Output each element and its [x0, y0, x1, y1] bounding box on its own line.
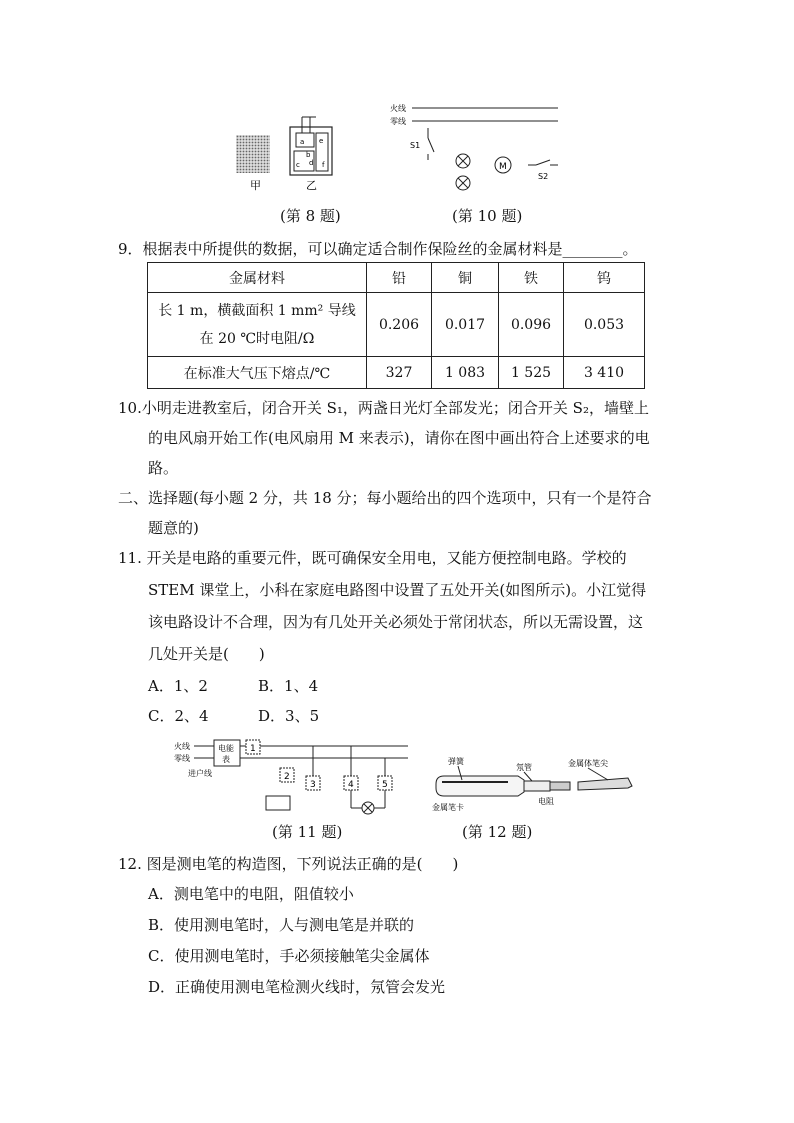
q12-option-b[interactable]: B．使用测电笔时，人与测电笔是并联的 [148, 916, 415, 934]
table-row-label [148, 293, 367, 357]
row1-label-b: 在 20 ℃时电阻/Ω [199, 330, 315, 347]
fig11-box-4: 4 [348, 780, 354, 790]
lamp-icon [362, 802, 374, 814]
fig11-box-1: 1 [250, 744, 256, 754]
fig8-letter-b: b [306, 151, 311, 159]
table-cell: 1 525 [499, 357, 564, 389]
table-cell: 3 410 [564, 357, 645, 389]
fig12-tip-label: 金属体笔尖 [568, 759, 608, 768]
figure-10 [388, 100, 568, 196]
fig11-meter-a: 电能 [218, 744, 234, 753]
figure-12 [428, 752, 678, 816]
fig11-caption: (第 11 题) [272, 823, 343, 841]
fig8-letter-c: c [296, 161, 300, 169]
q10-line-1: 10.小明走进教室后，闭合开关 S₁，两盏日光灯全部发光；闭合开关 S₂，墙壁上 [118, 399, 649, 417]
q12-option-c[interactable]: C．使用测电笔时，手必须接触笔尖金属体 [148, 947, 430, 965]
table-header-row [148, 263, 645, 293]
figure-8-drawing [230, 105, 350, 201]
fig12-neon-label: 氖管 [516, 763, 532, 772]
fig8-label-yi: 乙 [306, 179, 317, 192]
fig10-motor-label: M [499, 162, 507, 172]
table-cell: 0.053 [564, 293, 645, 357]
fig10-s2-label: S2 [538, 172, 549, 181]
row1-label-a: 长 1 m，横截面积 1 mm² 导线 [158, 302, 356, 319]
table-cell: 1 083 [432, 357, 499, 389]
q12-option-a[interactable]: A．测电笔中的电阻，阻值较小 [148, 885, 354, 903]
resistor [550, 782, 570, 790]
fig10-caption: (第 10 题) [452, 207, 523, 225]
fig10-neutral-label: 零线 [390, 117, 406, 126]
fig10-live-label: 火线 [390, 104, 406, 113]
q11-line-1: 11. 开关是电路的重要元件，既可确保安全用电，又能方便控制电路。学校的 [118, 549, 627, 567]
fig12-clip-label: 金属笔卡 [432, 803, 464, 812]
lamp-icon [456, 176, 470, 190]
neon-tube [524, 781, 550, 791]
fig11-incoming-label: 进户线 [188, 769, 212, 778]
socket-icon [266, 796, 290, 810]
lamp-icon [456, 154, 470, 168]
fig11-neutral-label: 零线 [174, 754, 190, 763]
section-2-line-2: 题意的) [148, 519, 199, 537]
q11-option-a[interactable]: A．1、2 [148, 677, 208, 695]
fig11-box-3: 3 [310, 780, 316, 790]
fig10-s1-label: S1 [410, 141, 421, 150]
table-header: 金属材料 [148, 263, 367, 293]
fig11-live-label: 火线 [174, 742, 190, 751]
switch-s2-icon [528, 160, 558, 165]
fig12-spring-label: 弹簧 [448, 757, 464, 766]
fig12-resistor-label: 电阻 [538, 797, 554, 806]
table-row [148, 293, 645, 357]
table-header: 铜 [432, 263, 499, 293]
q11-line-2: STEM 课堂上，小科在家庭电路图中设置了五处开关(如图所示)。小江觉得 [148, 581, 647, 599]
figure-11 [172, 736, 412, 820]
fig8-letter-a: a [300, 138, 305, 146]
fig8-label-jia: 甲 [250, 179, 261, 192]
table-cell: 0.096 [499, 293, 564, 357]
fig11-box-2: 2 [284, 772, 290, 782]
pen-body [436, 776, 524, 796]
fig8-caption: (第 8 题) [280, 207, 341, 225]
q12-option-d[interactable]: D．正确使用测电笔检测火线时，氖管会发光 [148, 978, 446, 996]
table-row-label: 在标准大气压下熔点/℃ [148, 357, 367, 389]
figure-8 [230, 105, 350, 201]
figure-10-drawing [388, 100, 568, 196]
table-cell: 327 [367, 357, 432, 389]
fig8-letter-f: f [322, 161, 325, 169]
metal-table [147, 262, 645, 389]
q11-option-b[interactable]: B．1、4 [258, 677, 319, 695]
q11-line-4: 几处开关是( ) [148, 645, 265, 663]
fig12-caption: (第 12 题) [462, 823, 533, 841]
q10-line-3: 路。 [148, 459, 179, 477]
table-row [148, 357, 645, 389]
figure-12-drawing [428, 752, 678, 816]
fig8-letter-e: e [319, 137, 324, 145]
motor-icon [495, 157, 511, 173]
section-2-line-1: 二、选择题(每小题 2 分，共 18 分；每小题给出的四个选项中，只有一个是符合 [118, 489, 652, 507]
fig8-letter-d: d [309, 159, 314, 167]
table-cell: 0.017 [432, 293, 499, 357]
q10-line-2: 的电风扇开始工作(电风扇用 M 来表示)，请你在图中画出符合上述要求的电 [148, 429, 650, 447]
table-header: 铁 [499, 263, 564, 293]
q9-stem: 9．根据表中所提供的数据，可以确定适合制作保险丝的金属材料是________。 [118, 240, 638, 258]
table-header: 铅 [367, 263, 432, 293]
q11-option-d[interactable]: D．3、5 [258, 707, 320, 725]
table-cell: 0.206 [367, 293, 432, 357]
q12-stem: 12. 图是测电笔的构造图，下列说法正确的是( ) [118, 855, 459, 873]
fig11-meter-b: 表 [222, 755, 230, 764]
table-header: 钨 [564, 263, 645, 293]
q11-option-c[interactable]: C．2、4 [148, 707, 209, 725]
pen-tip [578, 778, 632, 790]
fig11-box-5: 5 [382, 780, 388, 790]
figure-8-jia-image [236, 135, 270, 173]
figure-11-drawing [172, 736, 412, 820]
q11-line-3: 该电路设计不合理，因为有几处开关必须处于常闭状态，所以无需设置，这 [148, 613, 644, 631]
